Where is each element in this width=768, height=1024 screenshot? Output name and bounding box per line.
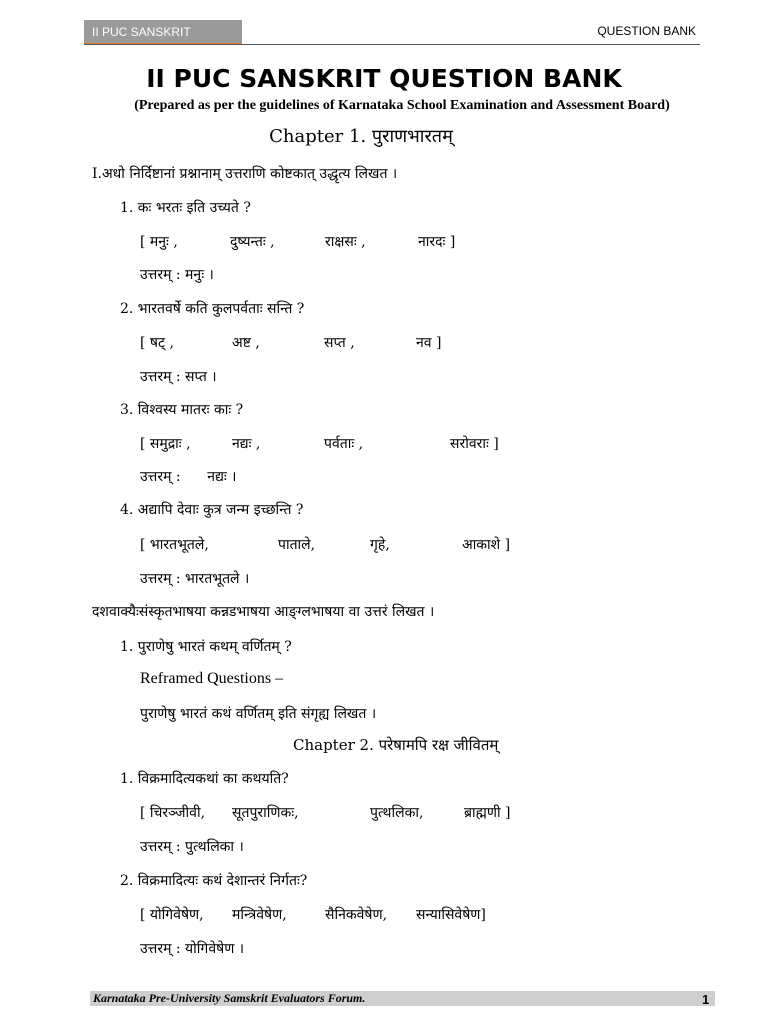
- chapter-2-question-1: 1. विक्रमादित्यकथां का कथयति?: [120, 771, 289, 787]
- chapter-2-question-2: 2. विक्रमादित्यः कथं देशान्तरं निर्गतः?: [120, 873, 308, 889]
- question-2: 2. भारतवर्षे कति कुलपर्वताः सन्ति ?: [120, 301, 305, 317]
- option: सप्त ,: [324, 335, 355, 351]
- option: सूतपुराणिकः,: [232, 805, 299, 821]
- chapter-2-heading: Chapter 2. परेषामपि रक्ष जीवितम्: [293, 736, 499, 754]
- option: पुत्थलिका,: [370, 805, 424, 821]
- question-1: 1. कः भरतः इति उच्यते ?: [120, 200, 251, 216]
- option: दुष्यन्तः ,: [230, 234, 275, 250]
- question-3: 3. विश्वस्य मातरः काः ?: [120, 402, 244, 418]
- option: [ चिरञ्जीवी,: [140, 805, 206, 821]
- long-question-1: 1. पुराणेषु भारतं कथम् वर्णितम् ?: [120, 639, 292, 655]
- option: सैनिकवेषेण,: [325, 907, 388, 923]
- answer-4: उत्तरम् : भारतभूतले ।: [140, 571, 250, 587]
- option: नारदः ]: [418, 234, 456, 250]
- question-4: 4. अद्यापि देवाः कुत्र जन्म इच्छन्ति ?: [120, 502, 304, 518]
- section-2-instruction: दशवाक्यैःसंस्कृतभाषया कन्नडभाषया आङ्ग्लभाषया वा उत्तरं लिखत ।: [92, 604, 435, 620]
- option: आकाशे ]: [462, 537, 511, 553]
- option: मन्त्रिवेषेण,: [232, 907, 287, 923]
- option: सन्यासिवेषेण]: [416, 907, 486, 923]
- page-subtitle: (Prepared as per the guidelines of Karnataka School Examination and Assessment Board): [134, 98, 670, 113]
- chapter-1-heading: Chapter 1. पुराणभारतम्: [269, 126, 453, 147]
- answer-1: उत्तरम् : मनुः ।: [140, 267, 214, 283]
- header-rule: [84, 44, 700, 45]
- option: नव ]: [416, 335, 442, 351]
- option: अष्ट ,: [232, 335, 260, 351]
- chapter-2-answer-1: उत्तरम् : पुत्थलिका ।: [140, 839, 244, 855]
- header-left-label: II PUC SANSKRIT: [84, 20, 242, 44]
- option: [ भारतभूतले,: [140, 537, 209, 553]
- option: राक्षसः ,: [325, 234, 366, 250]
- answer-2: उत्तरम् : सप्त ।: [140, 369, 217, 385]
- option: [ योगिवेषेण,: [140, 907, 204, 923]
- option: [ षट् ,: [140, 335, 174, 351]
- option: ब्राह्मणी ]: [464, 805, 511, 821]
- option: पाताले,: [278, 537, 316, 553]
- option: सरोवराः ]: [450, 436, 499, 452]
- chapter-2-answer-2: उत्तरम् : योगिवेषेण ।: [140, 941, 245, 957]
- reframed-question: पुराणेषु भारतं कथं वर्णितम् इति संगृह्य लिखत ।: [140, 706, 377, 722]
- page-footer: Karnataka Pre-University Samskrit Evaluators Forum.: [90, 991, 715, 1006]
- page-number: 1: [702, 992, 710, 1007]
- answer-3: उत्तरम् : नद्यः ।: [140, 469, 237, 485]
- option: [ समुद्राः ,: [140, 436, 191, 452]
- option: गृहे,: [370, 537, 390, 553]
- option: पर्वताः ,: [324, 436, 364, 452]
- section-1-instruction: I.अधो निर्दिष्टानां प्रश्नानाम् उत्तराणि कोष्टकात् उद्धृत्य लिखत ।: [92, 166, 398, 182]
- option: नद्यः ,: [232, 436, 261, 452]
- header-right-label: QUESTION BANK: [597, 24, 696, 38]
- option: [ मनुः ,: [140, 234, 178, 250]
- page-title: II PUC SANSKRIT QUESTION BANK: [146, 64, 622, 93]
- reframed-label: Reframed Questions –: [140, 670, 284, 687]
